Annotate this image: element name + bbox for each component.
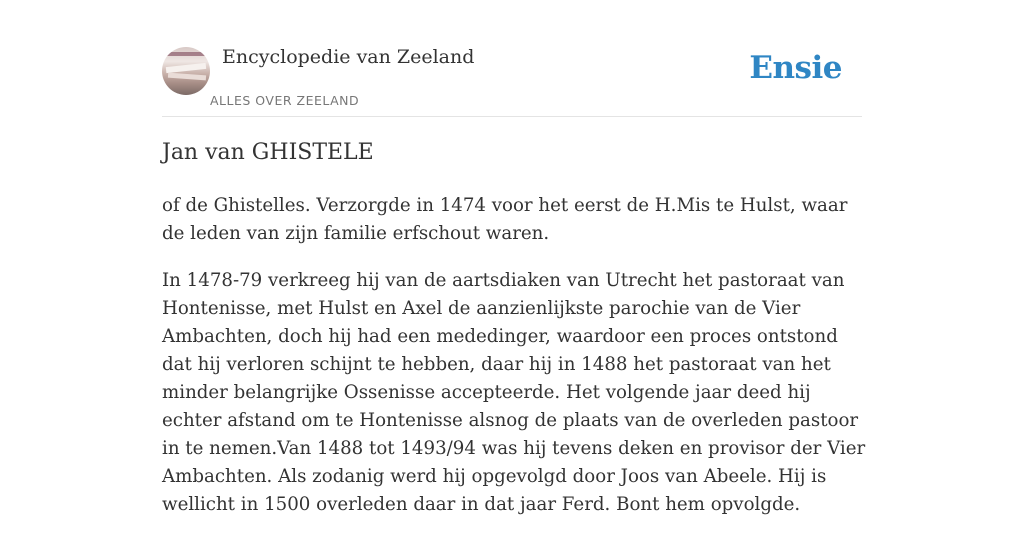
article-title: Jan van GHISTELE: [162, 140, 374, 165]
avatar-image-detail: [166, 63, 206, 73]
ensie-logo-link[interactable]: Ensie: [749, 50, 842, 86]
site-avatar[interactable]: [162, 47, 210, 95]
site-title-link[interactable]: Encyclopedie van Zeeland: [222, 46, 475, 68]
article-body: [162, 192, 867, 538]
site-tagline: ALLES OVER ZEELAND: [210, 93, 360, 108]
site-header: [162, 46, 862, 117]
article-paragraph: of de Ghistelles. Verzorgde in 1474 voor het eerst de H.Mis te Hulst, waar de leden van zijn familie erfschout waren.: [162, 195, 848, 244]
avatar-image-detail: [162, 52, 210, 56]
avatar-image-detail: [168, 73, 206, 81]
article-paragraph: In 1478-79 verkreeg hij van de aartsdiaken van Utrecht het pastoraat van Hontenisse, met Hulst en Axel de aanzienlijkste parochie van de Vier Ambachten, doch hij had een mededinger, waardoor een proces ontstond dat hij verloren schijnt te hebben, daar hij in 1488 het pastoraat van het minder belangrijke Ossenisse accepteerde. Het volgende jaar deed hij echter afstand om te Hontenisse alsnog de plaats van de overleden pastoor in te nemen.Van 1488 tot 1493/94 was hij tevens deken en provisor der Vier Ambachten. Als zodanig werd hij opgevolgd door Joos van Abeele. Hij is wellicht in 1500 overleden daar in dat jaar Ferd. Bont hem opvolgde.: [162, 270, 866, 515]
